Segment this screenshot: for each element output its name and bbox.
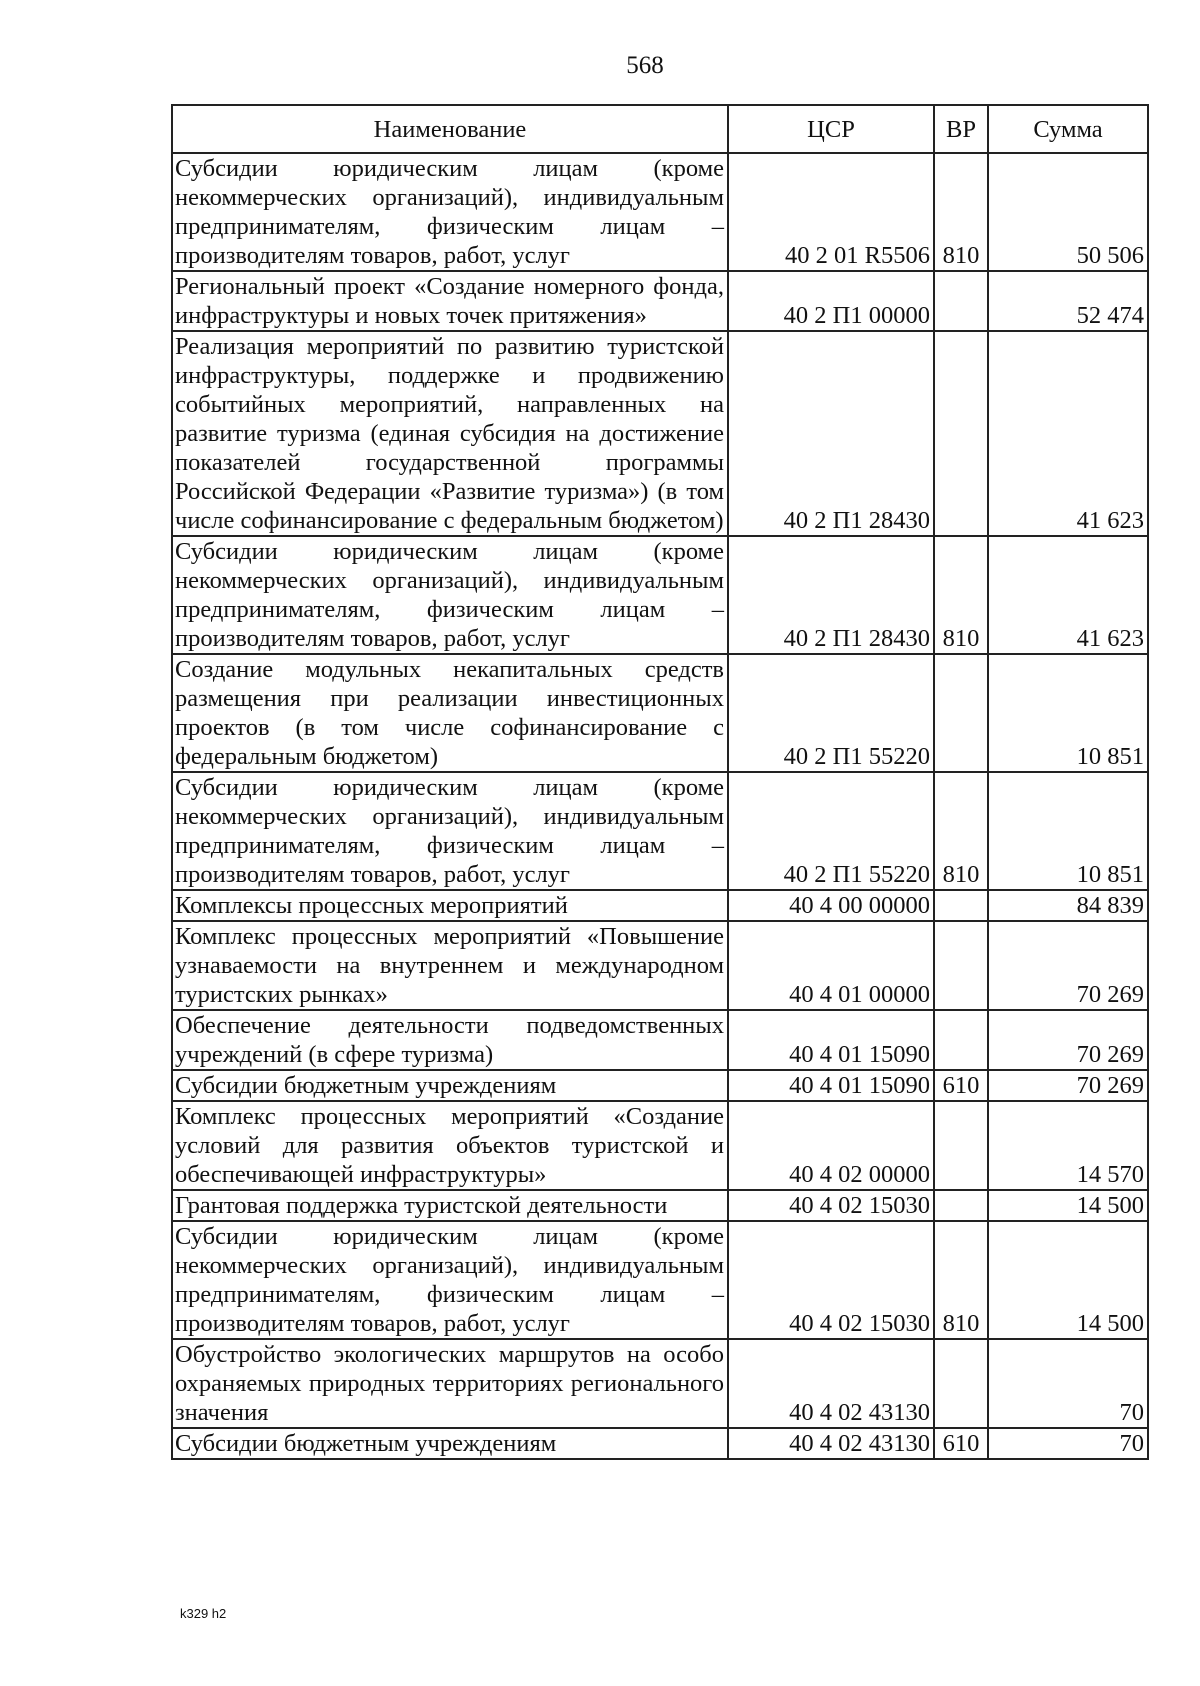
- table-row: [172, 536, 1148, 654]
- header-name: Наименование: [172, 105, 728, 153]
- table-row: [172, 1010, 1148, 1070]
- cell-csr: 40 4 02 00000: [728, 1101, 934, 1190]
- footer-document-code: k329 h2: [180, 1606, 227, 1621]
- cell-name: Субсидии бюджетным учреждениям: [172, 1428, 728, 1459]
- cell-vr: 610: [934, 1428, 988, 1459]
- table-row: [172, 1428, 1148, 1459]
- table-row: [172, 1339, 1148, 1428]
- table-row: [172, 331, 1148, 536]
- cell-sum: 10 851: [988, 654, 1148, 772]
- cell-csr: 40 4 01 15090: [728, 1070, 934, 1101]
- cell-name: Комплекс процессных мероприятий «Создание условий для развития объектов туристской и обеспечивающей инфраструктуры»: [172, 1101, 728, 1190]
- cell-vr: [934, 1190, 988, 1221]
- header-row: [172, 105, 1148, 153]
- cell-name: Региональный проект «Создание номерного фонда, инфраструктуры и новых точек притяжения»: [172, 271, 728, 331]
- cell-sum: 70: [988, 1428, 1148, 1459]
- cell-name: Субсидии юридическим лицам (кроме некоммерческих организаций), индивидуальным предпринимателям, физическим лицам – производителям товаров, работ, услуг: [172, 772, 728, 890]
- header-vr: ВР: [934, 105, 988, 153]
- cell-csr: 40 4 01 15090: [728, 1010, 934, 1070]
- table-header: [172, 105, 1148, 153]
- cell-name: Обустройство экологических маршрутов на особо охраняемых природных территориях регионального значения: [172, 1339, 728, 1428]
- cell-sum: 10 851: [988, 772, 1148, 890]
- cell-name: Комплексы процессных мероприятий: [172, 890, 728, 921]
- table-row: [172, 772, 1148, 890]
- cell-csr: 40 2 П1 00000: [728, 271, 934, 331]
- cell-vr: [934, 890, 988, 921]
- cell-sum: 14 570: [988, 1101, 1148, 1190]
- table-row: [172, 890, 1148, 921]
- table-row: [172, 1070, 1148, 1101]
- cell-csr: 40 4 01 00000: [728, 921, 934, 1010]
- cell-vr: [934, 331, 988, 536]
- cell-sum: 50 506: [988, 153, 1148, 271]
- page-number: 568: [626, 52, 664, 79]
- cell-vr: [934, 1010, 988, 1070]
- cell-sum: 14 500: [988, 1190, 1148, 1221]
- cell-name: Комплекс процессных мероприятий «Повышение узнаваемости на внутреннем и международном туристских рынках»: [172, 921, 728, 1010]
- table-body: [172, 153, 1148, 1459]
- cell-sum: 41 623: [988, 331, 1148, 536]
- cell-csr: 40 4 00 00000: [728, 890, 934, 921]
- cell-name: Субсидии юридическим лицам (кроме некоммерческих организаций), индивидуальным предпринимателям, физическим лицам – производителям товаров, работ, услуг: [172, 153, 728, 271]
- cell-csr: 40 4 02 15030: [728, 1190, 934, 1221]
- cell-csr: 40 2 П1 28430: [728, 331, 934, 536]
- table-row: [172, 1190, 1148, 1221]
- cell-vr: 610: [934, 1070, 988, 1101]
- cell-sum: 70: [988, 1339, 1148, 1428]
- table-row: [172, 153, 1148, 271]
- table-row: [172, 921, 1148, 1010]
- cell-csr: 40 2 01 R5506: [728, 153, 934, 271]
- cell-name: Субсидии бюджетным учреждениям: [172, 1070, 728, 1101]
- cell-sum: 70 269: [988, 1010, 1148, 1070]
- cell-vr: 810: [934, 153, 988, 271]
- cell-vr: [934, 271, 988, 331]
- cell-csr: 40 4 02 43130: [728, 1339, 934, 1428]
- cell-name: Грантовая поддержка туристской деятельности: [172, 1190, 728, 1221]
- cell-sum: 70 269: [988, 921, 1148, 1010]
- cell-sum: 84 839: [988, 890, 1148, 921]
- table-row: [172, 1221, 1148, 1339]
- cell-name: Субсидии юридическим лицам (кроме некоммерческих организаций), индивидуальным предпринимателям, физическим лицам – производителям товаров, работ, услуг: [172, 1221, 728, 1339]
- cell-vr: [934, 1339, 988, 1428]
- header-sum: Сумма: [988, 105, 1148, 153]
- cell-csr: 40 4 02 15030: [728, 1221, 934, 1339]
- cell-sum: 14 500: [988, 1221, 1148, 1339]
- cell-sum: 41 623: [988, 536, 1148, 654]
- cell-vr: [934, 921, 988, 1010]
- cell-vr: [934, 1101, 988, 1190]
- cell-vr: 810: [934, 772, 988, 890]
- cell-csr: 40 4 02 43130: [728, 1428, 934, 1459]
- cell-vr: 810: [934, 1221, 988, 1339]
- cell-csr: 40 2 П1 28430: [728, 536, 934, 654]
- cell-sum: 70 269: [988, 1070, 1148, 1101]
- cell-name: Обеспечение деятельности подведомственных учреждений (в сфере туризма): [172, 1010, 728, 1070]
- header-csr: ЦСР: [728, 105, 934, 153]
- cell-name: Субсидии юридическим лицам (кроме некоммерческих организаций), индивидуальным предпринимателям, физическим лицам – производителям товаров, работ, услуг: [172, 536, 728, 654]
- table-row: [172, 654, 1148, 772]
- budget-table: [171, 104, 1149, 1460]
- cell-name: Реализация мероприятий по развитию туристской инфраструктуры, поддержке и продвижению событийных мероприятий, направленных на развитие туризма (единая субсидия на достижение показателей государственной программы Российской Федерации «Развитие туризма») (в том числе софинансирование с федеральным бюджетом): [172, 331, 728, 536]
- cell-sum: 52 474: [988, 271, 1148, 331]
- cell-vr: [934, 654, 988, 772]
- cell-csr: 40 2 П1 55220: [728, 772, 934, 890]
- cell-csr: 40 2 П1 55220: [728, 654, 934, 772]
- table-row: [172, 1101, 1148, 1190]
- cell-name: Создание модульных некапитальных средств размещения при реализации инвестиционных проектов (в том числе софинансирование с федеральным бюджетом): [172, 654, 728, 772]
- cell-vr: 810: [934, 536, 988, 654]
- table-row: [172, 271, 1148, 331]
